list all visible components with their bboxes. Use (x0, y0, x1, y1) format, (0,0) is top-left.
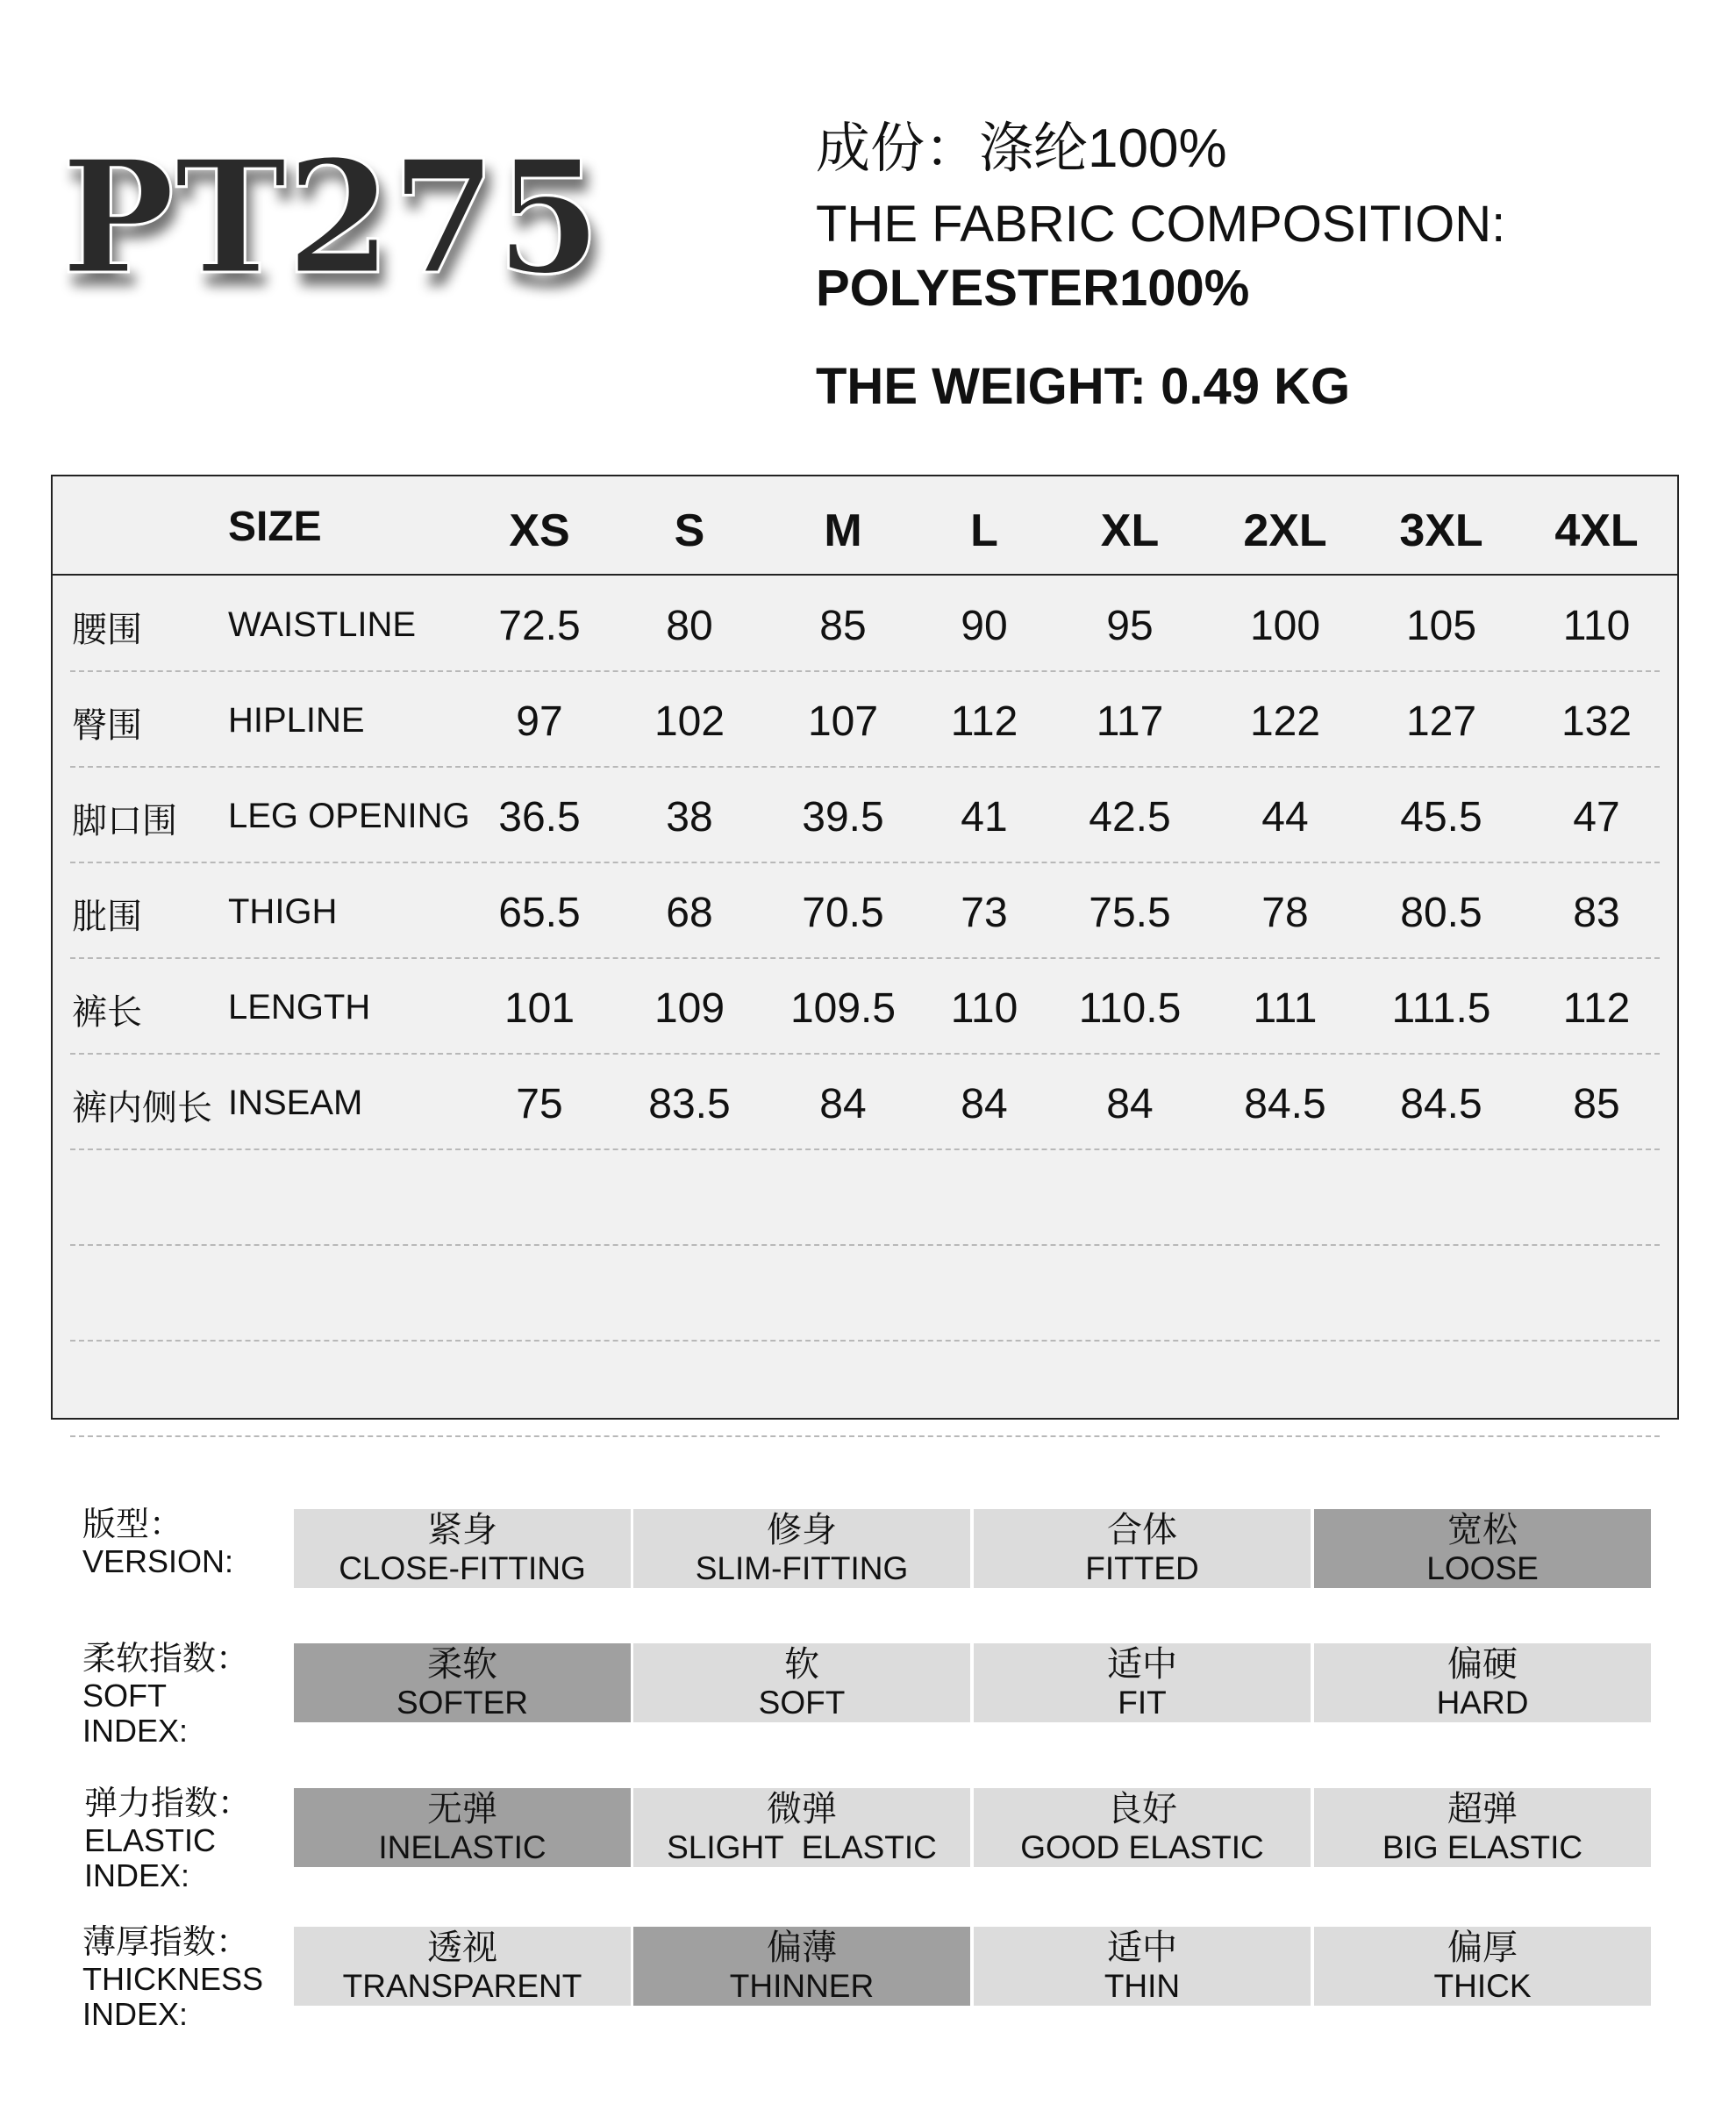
table-row (53, 1054, 1677, 1149)
size-value-cell: 38 (666, 794, 713, 841)
option-label-cn: 透视 (427, 1928, 497, 1967)
row-label-en: WAISTLINE (228, 605, 417, 644)
size-header-xl: XL (1100, 505, 1160, 556)
row-divider (70, 1435, 1660, 1437)
attribute-option (294, 1927, 631, 2006)
size-value-cell: 83.5 (648, 1081, 731, 1127)
attribute-label-en: ELASTIC INDEX: (84, 1822, 217, 1893)
size-header-m: M (824, 505, 862, 556)
size-value-cell: 110 (1562, 603, 1631, 649)
row-divider (70, 1340, 1660, 1342)
size-value-cell: 39.5 (802, 794, 884, 841)
attribute-option-selected (1314, 1509, 1651, 1588)
attribute-label (84, 1785, 251, 1893)
option-label-cn: 偏薄 (767, 1928, 837, 1967)
size-value-cell: 47 (1573, 794, 1620, 841)
attribute-option (294, 1509, 631, 1588)
size-header-4xl: 4XL (1554, 505, 1639, 556)
option-label-cn: 修身 (767, 1511, 837, 1549)
option-label-cn: 超弹 (1447, 1790, 1518, 1828)
size-value-cell: 78 (1261, 890, 1309, 936)
size-value-cell: 95 (1106, 603, 1154, 649)
option-label-cn: 偏厚 (1447, 1928, 1518, 1967)
size-value-cell: 122 (1249, 698, 1321, 745)
attribute-label-en: VERSION: (82, 1543, 234, 1579)
size-value-cell: 132 (1561, 698, 1632, 745)
size-table (51, 475, 1679, 1420)
option-label-en: INELASTIC (378, 1829, 547, 1865)
row-label-en: INSEAM (228, 1084, 363, 1122)
row-label-cn: 裤内侧长 (72, 1089, 212, 1127)
option-label-cn: 软 (784, 1645, 819, 1684)
attribute-option (974, 1788, 1311, 1867)
option-label-en: LOOSE (1426, 1550, 1539, 1586)
size-value-cell: 127 (1405, 698, 1477, 745)
size-value-cell: 112 (1562, 985, 1631, 1032)
size-value-cell: 70.5 (802, 890, 884, 936)
size-value-cell: 75.5 (1089, 890, 1171, 936)
size-value-cell: 90 (961, 603, 1008, 649)
option-label-en: GOOD ELASTIC (1020, 1829, 1264, 1865)
attribute-option (974, 1643, 1311, 1722)
row-label-en: HIPLINE (228, 701, 365, 740)
size-header-s: S (674, 505, 705, 556)
table-row (53, 862, 1677, 958)
option-label-en: HARD (1436, 1685, 1529, 1721)
table-row (53, 958, 1677, 1054)
option-label-cn: 适中 (1107, 1928, 1177, 1967)
row-label-en: THIGH (228, 892, 338, 931)
attribute-label-cn: 柔软指数： (82, 1641, 250, 1678)
attribute-option (974, 1927, 1311, 2006)
row-label-en: LENGTH (228, 988, 371, 1027)
size-value-cell: 84.5 (1400, 1081, 1482, 1127)
option-label-en: TRANSPARENT (342, 1968, 582, 2004)
option-label-cn: 良好 (1107, 1790, 1177, 1828)
table-row (53, 671, 1677, 767)
option-label-en: SOFTER (396, 1685, 529, 1721)
size-value-cell: 84.5 (1244, 1081, 1326, 1127)
size-value-cell: 112 (950, 698, 1018, 745)
size-header-label: SIZE (228, 504, 322, 550)
size-value-cell: 68 (666, 890, 713, 936)
attribute-option (1314, 1788, 1651, 1867)
attribute-label-en: THICKNESS INDEX: (82, 1961, 264, 2032)
row-label-cn: 臀围 (72, 706, 142, 745)
size-value-cell: 84 (1106, 1081, 1154, 1127)
fabric-info (816, 114, 1505, 418)
attribute-label (82, 1506, 233, 1579)
row-divider (70, 1244, 1660, 1246)
size-value-cell: 85 (819, 603, 867, 649)
option-label-en: THINNER (729, 1968, 875, 2004)
option-label-en: SLIM-FITTING (695, 1550, 909, 1586)
size-value-cell: 110 (950, 985, 1018, 1032)
attribute-option-selected (294, 1643, 631, 1722)
size-value-cell: 73 (961, 890, 1008, 936)
attribute-option (974, 1509, 1311, 1588)
brand-logo (53, 132, 614, 325)
size-value-cell: 80 (666, 603, 713, 649)
row-label-cn: 肶围 (72, 898, 142, 936)
size-value-cell: 109.5 (789, 985, 897, 1032)
attribute-option (1314, 1927, 1651, 2006)
size-value-cell: 110.5 (1078, 985, 1182, 1032)
composition-en-label: THE FABRIC COMPOSITION: (816, 196, 1506, 253)
option-label-en: CLOSE-FITTING (339, 1550, 586, 1586)
attribute-label-cn: 版型： (82, 1506, 183, 1543)
composition-en-value: POLYESTER100% (816, 260, 1250, 317)
row-label-cn: 腰围 (72, 611, 142, 649)
size-value-cell: 102 (654, 698, 725, 745)
size-value-cell: 85 (1573, 1081, 1620, 1127)
attribute-option (633, 1643, 970, 1722)
option-label-cn: 宽松 (1447, 1511, 1518, 1549)
size-value-cell: 109 (654, 985, 725, 1032)
size-value-cell: 65.5 (498, 890, 581, 936)
attribute-label (82, 1640, 249, 1749)
option-label-en: FIT (1118, 1685, 1167, 1721)
attribute-option (633, 1788, 970, 1867)
size-value-cell: 36.5 (498, 794, 581, 841)
option-label-en: SOFT (758, 1685, 846, 1721)
attribute-option-selected (294, 1788, 631, 1867)
size-value-cell: 72.5 (498, 603, 581, 649)
option-label-en: BIG ELASTIC (1382, 1829, 1583, 1865)
row-label-en: LEG OPENING (228, 797, 470, 835)
size-header-3xl: 3XL (1399, 505, 1483, 556)
option-label-cn: 紧身 (427, 1511, 497, 1549)
attribute-option-selected (633, 1927, 970, 2006)
option-label-cn: 合体 (1107, 1511, 1177, 1549)
option-label-en: FITTED (1085, 1550, 1199, 1586)
option-label-cn: 柔软 (427, 1645, 497, 1684)
size-table-header (53, 476, 1677, 576)
size-value-cell: 101 (504, 985, 575, 1032)
option-label-cn: 适中 (1107, 1645, 1177, 1684)
attribute-label-cn: 弹力指数： (84, 1785, 252, 1822)
size-header-l: L (970, 505, 998, 556)
attribute-label-cn: 薄厚指数： (82, 1924, 250, 1961)
attribute-label-en: SOFT INDEX: (82, 1678, 189, 1749)
size-value-cell: 80.5 (1400, 890, 1482, 936)
composition-cn: 成份：涤纶100% (816, 118, 1227, 179)
logo-text: PT275 (61, 132, 601, 309)
size-value-cell: 111 (1253, 985, 1318, 1032)
option-label-en: SLIGHT ELASTIC (667, 1829, 937, 1865)
size-value-cell: 44 (1261, 794, 1309, 841)
size-value-cell: 105 (1405, 603, 1477, 649)
size-header-2xl: 2XL (1243, 505, 1327, 556)
size-value-cell: 97 (516, 698, 563, 745)
size-value-cell: 83 (1573, 890, 1620, 936)
table-row (53, 767, 1677, 862)
row-label-cn: 裤长 (72, 993, 142, 1032)
size-value-cell: 75 (516, 1081, 563, 1127)
attribute-label (82, 1923, 263, 2032)
size-value-cell: 45.5 (1400, 794, 1482, 841)
attribute-option (633, 1509, 970, 1588)
option-label-en: THIN (1104, 1968, 1181, 2004)
row-label-cn: 脚口围 (72, 802, 177, 841)
size-value-cell: 107 (807, 698, 879, 745)
table-row (53, 576, 1677, 671)
option-label-cn: 微弹 (767, 1790, 837, 1828)
size-value-cell: 41 (961, 794, 1008, 841)
size-value-cell: 100 (1249, 603, 1321, 649)
size-value-cell: 117 (1096, 698, 1164, 745)
size-value-cell: 84 (819, 1081, 867, 1127)
option-label-cn: 无弹 (427, 1790, 497, 1828)
attribute-option (1314, 1643, 1651, 1722)
size-header-xs: XS (509, 505, 570, 556)
size-value-cell: 84 (961, 1081, 1008, 1127)
option-label-en: THICK (1433, 1968, 1532, 2004)
option-label-cn: 偏硬 (1447, 1645, 1518, 1684)
weight: THE WEIGHT: 0.49 KG (816, 358, 1351, 415)
size-value-cell: 42.5 (1089, 794, 1171, 841)
size-value-cell: 111.5 (1391, 985, 1491, 1032)
